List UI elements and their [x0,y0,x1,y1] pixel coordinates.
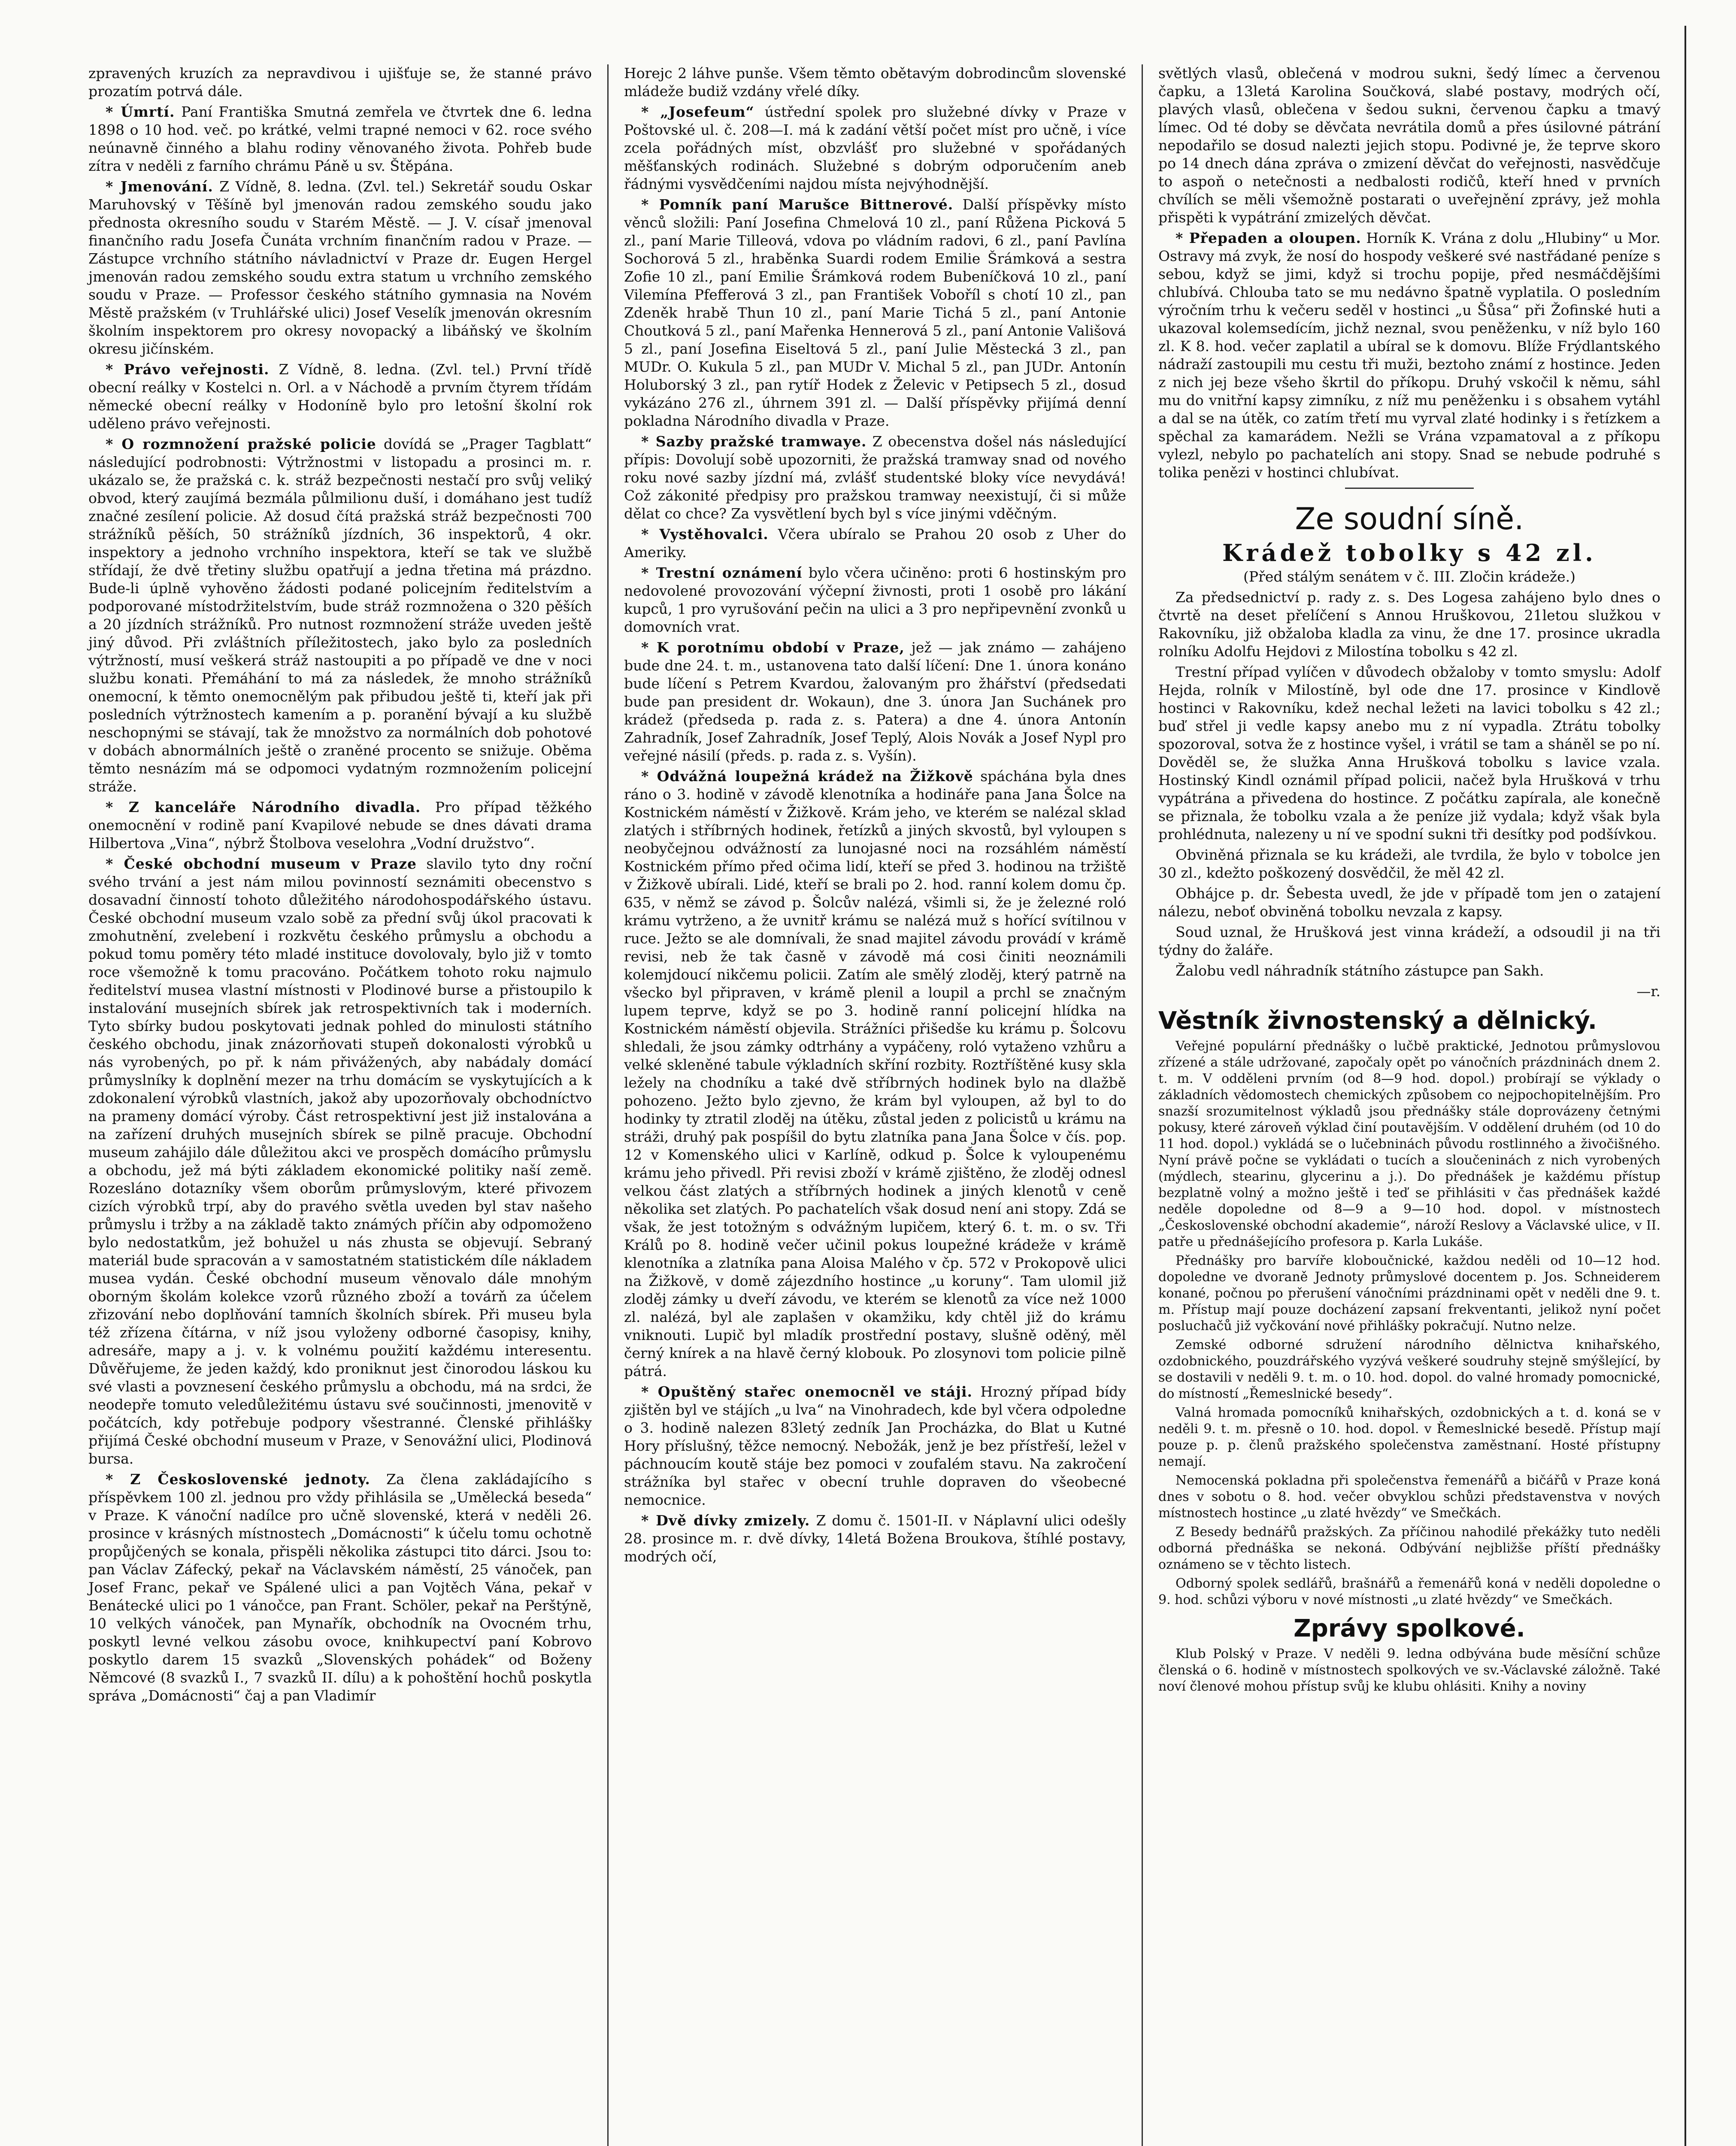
article-continuation: Horejc 2 láhve punše. Všem těmto obětavým dobrodincům slovenské mládeže budiž vzdány vřelé díky. [624,65,1126,100]
section-title-spolkove: Zprávy spolkové. [1294,1615,1525,1643]
notice-paragraph: Veřejné populární přednášky o lučbě praktické, Jednotou průmyslovou zřízené a stále udržované, započaly opět po vánočních prázdninách dnem 2. t. m. V odděleni prvním (od 8—9 hod. dopol.) probírají se výklady o základních vědomostech chemických způsobem co nejpochopitelnějším. Pro snazší srozumitelnost výkladů jsou přednášky stále doprovázeny četnými pokusy, které zároveň výklad činí poutavějším. V oddělení druhém (od 10 do 11 hod. dopol.) vykládá se o lučebninách původu rostlinného a živočišného. Nyní právě počne se vykládati o tucích a sloučeninách z nich vyrobených (mýdlech, stearinu, glycerinu a j.). Do přednášek je každému přístup bezplatně volný a možno ještě i teď se přihlásiti v čas přednášek každé neděle dopoledne od 8—9 a 9—10 hod. dopol. v místnostech „Československé obchodní akademie“, nároží Reslovy a Václavské ulice, v II. patře u přednášejícího profesora p. Karla Lukáše. [1158,1039,1660,1249]
article-body: Z obecenstva došel nás následující přípis: Dovolují sobě upozorniti, že pražská tramway snad od nového roku nové sazby jízdní má, zvlášť studentské bloky více nevydává! Což zákonité předpisy pro pražskou tramway neexistují, či si může dělat co chce? Za vysvětlení bych byl s více jinými vděčným. [624,433,1126,522]
article-heading: * Pomník paní Marušce Bittnerové. [641,196,954,213]
notice-paragraph: Odborný spolek sedlářů, brašnářů a řemenářů koná v neděli dopoledne o 9. hod. schůzi výboru v nové místnosti „u zlaté hvězdy“ ve Smečkách. [1158,1576,1660,1607]
article-paragraph: Soud uznal, že Hrušková jest vinna krádeží, a odsoudil ji na tři týdny do žaláře. [1158,924,1660,958]
article-pravo [88,361,592,433]
article-paragraph: Trestní případ vylíčen v důvodech obžaloby v tomto smyslu: Adolf Hejda, rolník v Milostíně, byl ode dne 17. prosince v Kindlově hostinci v Rakovníku, kdež nechal ležeti na lavici tobolku s 42 zl.; buď střel ji vedle kapsy anebo mu z ní vypadla. Ztrátu tobolky spozoroval, sotva že z hostince vyšel, i vrátil se tam a sháněl se po ní. Dověděl se, že služka Anna Hrušková tobolku s lavice vzala. Hostinský Kindl oznámil případ policii, načež byla Hrušková v trhu vypátrána a přivedena do hostince. Z počátku zapírala, ale konečně se přiznala, že tobolku vzala a že peníze již vydala; když však byla prohlédnuta, nalezeny u ní ve spodní sukni tři desítky pod podšívkou. [1158,664,1660,843]
article-trestni [624,564,1126,636]
article-heading: * „Josefeum“ [641,103,754,120]
page-border-right [1684,26,1686,2146]
article-kancelar [88,798,592,852]
article-body: Včera ubíralo se Prahou 20 osob z Uher do Ameriky. [624,526,1126,561]
article-heading: * Právo veřejnosti. [106,361,270,378]
article-body: jež — jak známo — zahájeno bude dne 24. t. m., ustanovena tato další líčení: Dne 1. února konáno bude líčení s Petrem Kvardou, žalovaným pro žhářství (předsedati bude pan president dr. Wokaun), dne 3. února Jan Suchánek pro krádež (předseda p. rada z. s. Patera) a dne 4. února Antonín Zahradník, Josef Zahradník, Josef Teplý, Alois Novák a Josef Nypl pro veřejné násilí (předs. p. rada z. s. Vyšín). [624,639,1127,764]
article-pomnik [624,196,1126,430]
article-porotni [624,639,1126,765]
article-heading: * Dvě dívky zmizely. [641,1512,810,1529]
section-title-vestnik: Věstník živnostenský a dělnický. [1158,1007,1597,1035]
article-jmenovani [88,178,592,358]
article-heading: * Jmenování. [106,178,213,195]
article-body: ústřední spolek pro služebné dívky v Praze v Poštovské ul. č. 208—I. má k zadání větší počet míst pro učně, i více zcela pořádných míst, obzvlášť pro služebné v spořádaných měšťanských rodinách. Služebné s dobrým odporučením aneb řádnými vysvědčeními najdou místa nejvýhodnější. [624,103,1126,192]
article-body: Za člena zakládajícího s příspěvkem 100 zl. jednou pro vždy přihlásila se „Umělecká beseda“ v Praze. K vánoční nadílce pro učně slovenské, která v neděli 26. prosince v krásných místnostech „Domácnosti“ k účelu tomu ochotně propůjčených se konala, přispěli několika zástupci tito dárci. Jsou to: pan Václav Záfecký, pekař na Václavském náměstí, 25 vánoček, pan Josef Franc, pekař ve Spálené ulici a pan Vojtěch Vána, pekař v Benátecké ulici po 1 vánočce, pan Frant. Schöler, pekař na Perštýně, 10 velkých vánoček, pan Mynařík, obchodník na Ovocném trhu, poskytl levné velkou zásobu ovoce, knihkupectví paní Kobrovo poskytlo darem 15 svazků „Slovenských pohádek“ od Boženy Němcové (8 svazků I., 7 svazků II. dílu) a k pohoštění hochů poskytla správa „Domácnosti“ čaj a pan Vladimír [88,1471,592,1704]
article-body: bylo včera učiněno: proti 6 hostinským pro nedovolené provozování výčepní živnosti, proti 1 osobě pro lákání kupců, 1 pro vyrušování pečin na ulici a 3 pro nepřipevnění zvonků u domovních vrat. [624,564,1126,635]
article-signature: —r. [1636,983,1660,1000]
article-subtitle: (Před stálým senátem v č. III. Zločin krádeže.) [1243,568,1575,585]
article-heading: * K porotnímu období v Praze, [641,639,905,656]
article-heading: * O rozmnožení pražské policie [106,436,376,452]
section-title-soud: Ze soudní síně. [1295,501,1524,536]
notice-paragraph: Přednášky pro barvíře kloboučnické, každou neděli od 10—12 hod. dopoledne ve dvoraně Jednoty průmyslové docentem p. Jos. Schneiderem konané, počnou po přerušení vánočními prázdninami opět v neděli dne 9. t. m. Přístup mají pouze docházení zapsaní frekventanti, jelikož nyní počet posluchačů již vyčkování nové přihlášky pokračují. Nutno nelze. [1158,1253,1660,1334]
article-body: Z Vídně, 8. ledna. (Zvl. tel.) Sekretář soudu Oskar Maruhovský v Těšíně byl jmenován radou zemského soudu jako přednosta okresního soudu v Starém Městě. — J. V. císař jmenoval finančního radu Josefa Čunáta vrchním finančním radou v Praze. — Zástupce vrchního státního návladnictví v Praze dr. Eugen Hergel jmenován radou zemského soudu extra statum u vrchního zemského soudu v Praze. — Professor českého státního gymnasia na Novém Městě pražském (v Truhlářské ulici) Josef Veselík jmenován okresním školním inspektorem pro okresy novopacký a libáňský ve školním okresu jičínském. [88,178,592,357]
column-1 [73,64,607,2146]
article-heading: * Opuštěný stařec onemocněl ve stáji. [641,1383,973,1400]
article-body: spáchána byla dnes ráno o 3. hodině v závodě klenotníka a hodináře pana Jana Šolce na Kostnickém náměstí v Žižkově. Krám jeho, ve kterém se nalézal sklad zlatých i stříbrných hodinek, řetízků a jiných skvostů, byl vyloupen s neobyčejnou odvážností za lunojasné noci na rozsáhlém náměstí Kostnickém přímo před očima lidí, kteří se před 3. hodinou na tržiště v Žižkově ubírali. Lidé, kteří se brali po 2. hod. ranní kolem domu čp. 635, v němž se závod p. Šolcův nalézá, všimli si, že je železné roló krámu vytrženo, a že uvnitř krámu se nalézá muž s hořící svítilnou v ruce. Ježto se ale domnívali, že snad majitel závodu provádí v krámě revisi, neb že tak časně v závodě má cosi činiti neoznámili kolemjdoucí nikčemu policii. Zatím ale smělý zloděj, který patrně na všecko byl připraven, v krámě plenil a loupil a prchl se značným lupem teprve, když se po 3. hodině ranní policejní hlídka na Kostnickém náměstí objevila. Strážníci přišedše ku krámu p. Šolcovu shledali, že jsou zámky odtrhány a vypáčeny, roló vytaženo vzhůru a velké skleněné tabule výkladních skříní rozbity. Roztříštěné kusy skla ležely na chodníku a také dvě stříbrných hodinek bylo na dlažbě pohozeno. Ježto bylo zjevno, že krám byl vyloupen, až byl to do hodinky ty ztratil zloděj na útěku, zůstal jeden z policistů u krámu na stráži, druhý pak pospíšil do bytu zlatníka pana Jana Šolce v čís. pop. 12 v Komenského ulici v Karlíně, odkud p. Šolce k vyloupenému krámu jeho přivedl. Při revisi zboží v krámě zjištěno, že zloděj odnesl velkou část zlatých a stříbrných hodinek a jiných klenotů v ceně několika set zlatých. Po pachatelích však dosud není ani stopy. Zdá se však, že jest totožným s odvážným lupičem, který 6. t. m. o sv. Tři Králů po 8. hodině večer učinil pokus loupežné krádeže v krámě klenotníka a zlatníka pana Aloisa Malého v čp. 572 v Prokopově ulici na Žižkově, v domě zájezdního hostince „u koruny“. Tam ulomil již zloděj zámky u dveří závodu, ve kterém se klenotů za více než 1000 zl. nalézá, byl ale zaplašen v okamžiku, kdy chtěl již do krámu vniknouti. Lupič byl mladík prostřední postavy, slušně oděný, měl černý knírek a na hlavě černý klobouk. Po zlosynovi tom policie pilně pátrá. [624,768,1126,1379]
article-umrti [88,103,592,175]
notice-paragraph: Zemské odborné sdružení národního dělnictva knihařského, ozdobnického, pouzdrářského vyzývá veškeré soudruhy stejně smýšlející, by se dostavili v neděli 9. t. m. o 10. hod. dopol. do valné hromady pomocnické, do místností „Řemeslnické besedy“. [1158,1337,1660,1401]
article-body: Horník K. Vrána z dolu „Hlubiny“ u Mor. Ostravy má zvyk, že nosí do hospody veškeré své nastřádané peníze s sebou, když se jimi, když si trochu popije, před nesmáčdějšími chlubívá. Chlouba tato se mu nedávno špatně vyplatila. O posledním výročním trhu k večeru seděl v hostinci „u Šůsa“ při Žofinské huti a ukazoval kolemsedícím, jichž neznal, svou peněženku, v níž bylo 160 zl. K 8. hod. večer zaplatil a ubíral se k domovu. Blíže Frýdlantského nádraží zastoupili mu cestu tři muži, beztoho známí z hostince. Jeden z nich jej beze všeho škrtil do příkopu. Druhý vskočil k němu, sáhl mu do vnitřní kapsy zimníku, z níž mu peněženku i s obsahem vytáhl a dal se na útěk, co zatím třetí mu vyrval zlaté hodinky i s řetízkem a spěchal za kamarádem. Nežli se Vrána vzpamatoval a z příkopu vylezl, nebylo po pachatelích ani stopy. Snad se nebude podruhé s tolika penězi v hostinci chlubívat. [1158,230,1660,481]
article-heading: * Z Československé jednoty. [106,1471,370,1488]
article-body: Další příspěvky místo věnců složili: Paní Josefina Chmelová 10 zl., paní Růžena Picková 5 zl., paní Marie Tilleová, vdova po vládním radovi, 6 zl., paní Pavlína Sochorová 5 zl., hraběnka Suardi rodem Emilie Šrámková a sestra Zofie 10 zl., paní Emilie Šrámková rodem Bubeníčková 10 zl., paní Vilemína Pfefferová 3 zl., pan František Voboříl s chotí 10 zl., pan Zdeněk hrabě Thun 10 zl., paní Marie Tichá 5 zl., paní Antonie Choutková 5 zl., paní Mařenka Hennerová 5 zl., paní Antonie Vališová 5 zl., paní Josefina Eiseltová 5 zl., paní Julie Městecká 3 zl., pan MUDr. O. Kukula 5 zl., pan MUDr V. Michal 5 zl., pan JUDr. Antonín Holuborský 3 zl., pan rytíř Hodek z Želevic v Petipsech 5 zl., dosud vykázáno 276 zl., úhrnem 391 zl. — Další příspěvky přijímá denní pokladna Národního divadla v Praze. [624,196,1126,429]
article-paragraph: Žalobu vedl náhradník státního zástupce pan Sakh. [1176,962,1544,979]
article-heading: * České obchodní museum v Praze [106,855,417,872]
article-rozmnozeni [88,435,592,796]
section-divider [1345,488,1474,489]
article-body: Pro případ těžkého onemocnění v rodině paní Kvapilové nebude se dnes dávati drama Hilbertova „Vina“, nýbrž Štolbova veselohra „Vodní družstvo“. [88,799,592,852]
article-josefeum [624,103,1126,193]
article-body: Paní Františka Smutná zemřela ve čtvrtek dne 6. ledna 1898 o 10 hod. več. po krátké, velmi trapné nemoci v 62. roce svého neúnavně činného a blahu rodiny věnovaného života. Pohřeb bude zítra v neděli z farního chrámu Páně u sv. Štěpána. [88,103,592,174]
article-starec [624,1383,1126,1509]
article-heading: * Přepaden a oloupen. [1176,230,1361,246]
article-museum [88,855,592,1468]
newspaper-page [73,64,1676,2146]
article-paragraph: Za předsednictví p. rady z. s. Des Logesa zahájeno bylo dnes o čtvrtě na deset přelíčení s Annou Hruškovou, 21letou služkou v Rakovníku, již obžaloba kladla za vinu, že dne 17. prosince ukradla rolníku Adolfu Hejdovi z Milostína tobolku s 42 zl. [1158,589,1660,660]
article-body: dovídá se „Prager Tagblatt“ následující podrobnosti: Výtržnostmi v listopadu a prosinci m. r. ukázalo se, že pražská c. k. stráž bezpečnosti nestačí pro svůj veliký obvod, který zaujímá bezmála půlmilionu duší, i domáhano jest tudíž značné zesílení policie. Až dosud čítá pražská stráž bezpečnosti 700 strážníků pěších, 50 strážníků jízdních, 36 inspektorů, 4 okr. inspektory a jednoho vrchního inspektora, kteří se tak ve službě střídají, že dvě třetiny službu opatřují a jedna třetina má prázdno. Bude-li úplně vyhověno žádosti podané policejním ředitelstvím a podporované místodržitelstvím, bude stráž rozmnožena o 320 pěších a 20 jízdních strážníků. Pro nutnost rozmnožení stráže uveden ještě jiný důvod. Při zvláštních příležitostech, jako bylo za posledních výtržností, musí veškerá stráž nastoupiti a po případě ve dne v noci službu konati. Přemáhání to má za následek, že mnoho strážníků onemocní, k těmto onemocnělým pak přibudou ještě ti, kteří jak při posledních výtržnostech kamením a p. poranění bývají a ku službě neschopnými se stávají, tak že množstvo za normálních dob pohotové v dobách abnormálních ještě o zraněné procento se snižuje. Oběma těmto nesnázím má se odpomoci vydatným rozmnožením policejní stráže. [88,436,592,795]
article-body: slavilo tyto dny roční svého trvání a jest nám milou povinností seznámiti obecenstvo s dosavadní činností tohoto důležitého národohospodářského ústavu. České obchodní museum vzalo sobě za přední svůj úkol pracovati k zmohutnění, zvelebení i rozkvětu českého průmyslu a obchodu a pokud tomu poměry této mladé instituce dovolovaly, bylo již v tomto roce všemožně k tomu pracováno. Počátkem tohoto roku najmulo ředitelství musea vlastní místnosti v Plodinové burse a přistoupilo k instalování musejních sbírek jak retrospektivních tak i moderních. Tyto sbírky budou poskytovati jednak pohled do minulosti státního českého obchodu, jinak znázorňovati stupeň dokonalosti výrobků u nás vyrobených, po př. k nám přivážených, aby nabádaly domácí průmyslníky k doplnění mezer na trhu domácím se vyskytujících a k zdokonalení výrobků vlastních, jakož aby upozorňovaly obchodníctvo na prameny domácí výroby. Část retrospektivní jest již instalována a na zařízení druhých musejních sbírek se pilně pracuje. Obchodní museum zahájilo dále důležitou akci ve prospěch domácího průmyslu a obchodu, jež má býti základem ekonomické politiky naší země. Rozesláno dotazníky všem oborům průmyslovým, které přivozem cizích výrobků trpí, aby do pravého světla uveden byl stav našeho průmyslu i tržby a na základě takto známých příčin aby odpomoženo bylo nedostatkům, jež bohužel u nás zhusta se objevují. Sebraný materiál bude spracován a v samostatném statistickém díle nákladem musea vydán. České obchodní museum věnovalo dále mnohým oborným školám kolekce vzorů různého zboží a továrň za účelem zřizování nebo doplňování tamních školních sbírek. Při museu byla též zřízena čítárna, v níž jsou vyloženy odborné časopisy, knihy, adresáře, mapy a j. v. k volnému použití každému interesentu. Důvěřujeme, že jeden každý, kdo proniknut jest činorodou láskou ku své vlasti a povznesení českého průmyslu a obchodu, má na srdci, že neodepře tomuto veledůležitému ústavu své součinnosti, jmenovitě v počátcích, kdy potřebuje podpory všestranné. Členské přihlášky přijímá České obchodní museum v Praze, v Senovážní ulici, Plodinová bursa. [88,855,592,1467]
article-heading: * Trestní oznámení [641,564,803,581]
article-paragraph: Obhájce p. dr. Šebesta uvedl, že jde v případě tom jen o zatajení nálezu, neboť obviněná tobolku nevzala z kapsy. [1158,885,1660,920]
article-heading: * Sazby pražské tramwaye. [641,433,867,450]
notice-paragraph: Z Besedy bednářů pražských. Za příčinou nahodilé překážky tuto neděli odborná přednáška se nekoná. Odbývání nejbližše příští přednášky oznámeno se v těchto listech. [1158,1525,1660,1572]
notice-paragraph: Klub Polský v Praze. V neděli 9. ledna odbývána bude měsíční schůze členská o 6. hodině v místnostech spolkových ve sv.-Václavské záložně. Také noví členové mohou přístup svůj ke klubu ohlásiti. Knihy a noviny [1158,1646,1660,1694]
article-body: Hrozný případ bídy zjištěn byl ve stájích „u lva“ na Vinohradech, kde byl včera odpoledne o 3. hodině nalezen 83letý zedník Jan Procházka, do Blat u Kutné Hory příslušný, těžce nemocný. Nebožák, jenž je bez přístřeší, ležel v páchnoucím koutě stáje bez pomoci v zoufalém stavu. Na zakročení strážníka byl stařec v obecní truhle dopraven do všeobecné nemocnice. [624,1383,1126,1508]
article-heading: * Vystěhovalci. [641,526,769,543]
column-2 [607,64,1142,2146]
article-paragraph: Obviněná přiznala se ku krádeži, ale tvrdila, že bylo v tobolce jen 30 zl., kdežto poškozený dosvědčil, že měl 42 zl. [1158,846,1660,881]
article-cs-jednota [88,1470,592,1705]
column-3 [1142,64,1676,2146]
article-title-kradez: Krádež tobolky s 42 zl. [1222,539,1597,567]
notice-paragraph: Nemocenská pokladna při společenstva řemenářů a bičářů v Praze koná dnes v sobotu o 8. hod. večer obvyklou schůzi představenstva v nových místnostech hostince „u zlaté hvězdy“ ve Smečkách. [1158,1473,1660,1521]
article-sazby [624,433,1126,523]
article-continuation: světlých vlasů, oblečená v modrou sukni, šedý límec a červenou čapku, a 13letá Karolina Součková, slabé postavy, modrých očí, plavých vlasů, oblečena v šedou sukni, červenou čapku a tmavý límec. Od té doby se děvčata nevrátila domů a přes úsilovné pátrání nepodařilo se dosud nalezti jejich stopu. Podivné je, že teprve skoro po 14 dnech dána zpráva o zmizení děvčat do veřejnosti, nasvědčuje to aspoň o netečnosti a nedbalosti rodičů, kteří hned v prvních chvílích se měli všemožně postarati o uveřejnění zprávy, jež mohla přispěti k vypátrání zmizelých děvčat. [1158,65,1660,226]
article-heading: * Úmrtí. [106,103,175,120]
article-body: Z Vídně, 8. ledna. (Zvl. tel.) První třídě obecní reálky v Kostelci n. Orl. a v Náchodě a prvním čtyrem třídám německé obecní reálky v Hodoníně bylo pro letošní školní rok uděleno právo veřejnosti. [88,361,592,432]
article-heading: * Odvážná loupežná krádež na Žižkově [641,768,973,785]
article-divky [624,1512,1126,1566]
article-heading: * Z kanceláře Národního divadla. [106,799,421,815]
article-kradez-zizkov [624,767,1126,1380]
article-vystehovalci [624,525,1126,561]
article-continuation: zpravených kruzích za nepravdivou i ujišťuje se, že stanné právo prozatím potrvá dále. [88,65,592,100]
notice-paragraph: Valná hromada pomocníků knihařských, ozdobnických a t. d. koná se v neděli 9. t. m. přesně o 10. hod. dopol. v Řemeslnické besedě. Přístup mají pouze p. p. členů pražského společenstva zaměstnaní. Hosté přístupny nemají. [1158,1405,1660,1469]
article-body: Z domu č. 1501-II. v Náplavní ulici odešly 28. prosince m. r. dvě dívky, 14letá Božena Broukova, štíhlé postavy, modrých očí, [624,1512,1126,1565]
article-prepaden [1158,229,1660,482]
